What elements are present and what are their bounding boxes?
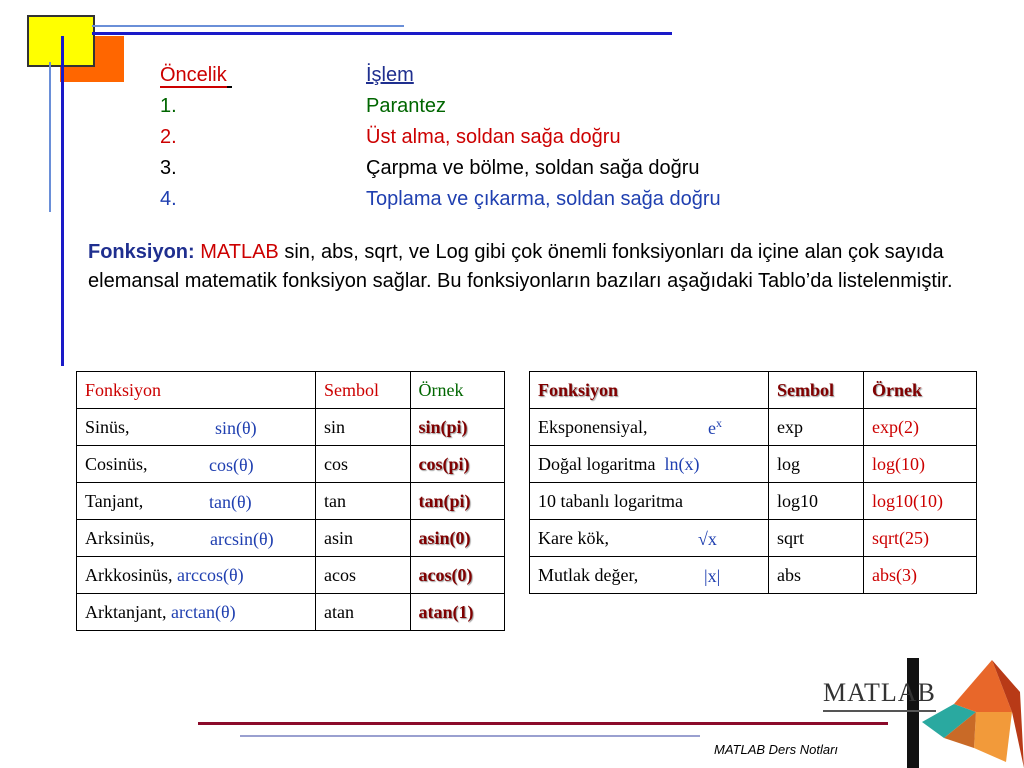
table-header: Sembol [316,372,411,409]
function-cell [77,594,316,631]
table-row [77,483,505,520]
example-cell [410,520,505,557]
function-name: Sinüs, [85,416,130,437]
example-cell [410,483,505,520]
paragraph-matlab: MATLAB [200,241,279,263]
priority-op-3: Çarpma ve bölme, soldan sağa doğru [366,157,700,179]
symbol-cell: asin [316,520,411,557]
table-header: Örnek [864,372,977,409]
function-name: Doğal logaritma [538,453,656,474]
left-line-blue [61,36,64,366]
footer-text: MATLAB Ders Notları [714,742,839,757]
priority-num-1: 1. [160,95,177,117]
priority-num-3: 3. [160,157,177,179]
function-cell [77,520,316,557]
left-line-light [49,62,51,212]
symbol-cell: sin [316,409,411,446]
symbol-cell: cos [316,446,411,483]
paragraph-text: sin, abs, sqrt, ve Log gibi çok önemli fonksiyonları da içine alan çok sayıda elemansal matematik fonksiyon sağlar. Bu fonksiyonların bazıları aşağıdaki Tablo’da listelenmiştir. [88,241,953,292]
example-cell: log10(10) [864,483,977,520]
symbol-cell: abs [769,557,864,594]
table-row [530,520,977,557]
function-name: Arktanjant, [85,601,167,622]
example-text: sin(pi) [418,416,468,437]
priority-op-2: Üst alma, soldan sağa doğru [366,126,621,148]
table-row [77,557,505,594]
function-notation: arccos(θ) [177,564,244,585]
table-row [77,520,505,557]
function-notation-superscript: x [716,416,722,430]
bottom-line-maroon [198,722,888,725]
table-row [530,557,977,594]
top-line-light [92,25,404,27]
priority-header-label: Öncelik [160,64,227,86]
trig-functions-table [76,371,505,631]
example-cell: exp(2) [864,409,977,446]
function-notation: arcsin(θ) [210,529,274,549]
example-cell [410,409,505,446]
priority-num-2: 2. [160,126,177,148]
function-name: Kare kök, [538,527,609,548]
table-header: Fonksiyon [77,372,316,409]
priority-op-1: Parantez [366,95,447,117]
symbol-cell: acos [316,557,411,594]
function-cell [530,409,769,446]
example-text: tan(pi) [418,490,471,511]
example-text: atan(1) [418,601,474,622]
function-cell [530,520,769,557]
table-row [77,409,505,446]
example-cell: log(10) [864,446,977,483]
example-cell: sqrt(25) [864,520,977,557]
intro-paragraph [88,238,998,296]
example-cell [410,594,505,631]
table-row [530,409,977,446]
function-name: Tanjant, [85,490,144,511]
matlab-logo [820,652,1024,768]
bottom-line-light [240,735,700,737]
symbol-cell: log10 [769,483,864,520]
example-cell [410,446,505,483]
table-header: Sembol [769,372,864,409]
priority-header-col2: İşlem [366,64,414,86]
table-row [530,446,977,483]
paragraph-label: Fonksiyon: [88,241,195,263]
table-row [77,594,505,631]
function-name: Arksinüs, [85,527,155,548]
function-cell [77,409,316,446]
table-header: Örnek [410,372,505,409]
table-header-row [77,372,505,409]
example-cell: abs(3) [864,557,977,594]
function-name: Eksponensiyal, [538,416,648,437]
function-notation: cos(θ) [209,455,254,475]
symbol-cell: log [769,446,864,483]
function-cell [530,557,769,594]
table-row [77,446,505,483]
priority-op-4: Toplama ve çıkarma, soldan sağa doğru [366,188,721,210]
function-name: Cosinüs, [85,453,148,474]
symbol-cell: tan [316,483,411,520]
function-name: Mutlak değer, [538,564,639,585]
function-notation: |x| [704,566,721,586]
function-cell [77,557,316,594]
table-row [530,483,977,520]
table-header-row [530,372,977,409]
example-text: asin(0) [418,527,471,548]
function-notation: sin(θ) [215,418,257,438]
example-text: cos(pi) [418,453,470,474]
function-notation: $e^x$ [708,416,722,438]
matlab-membrane-icon [914,652,1024,768]
symbol-cell: exp [769,409,864,446]
symbol-cell: atan [316,594,411,631]
priority-num-4: 4. [160,188,177,210]
function-notation: √x [698,529,717,549]
function-notation: arctan(θ) [170,601,236,622]
symbol-cell: sqrt [769,520,864,557]
function-cell [530,446,769,483]
table-header: Fonksiyon [530,372,769,409]
priority-header-col1 [160,64,232,87]
function-notation: tan(θ) [209,492,252,512]
function-notation: ln(x) [664,453,700,474]
function-name: Arkkosinüs, [85,564,173,585]
matlab-logo-text: MATLAB [823,678,936,712]
function-cell [77,446,316,483]
exp-log-functions-table [529,371,977,594]
example-text: acos(0) [418,564,473,585]
example-cell [410,557,505,594]
top-line-blue [92,32,672,35]
function-cell [77,483,316,520]
function-cell: 10 tabanlı logaritma [530,483,769,520]
